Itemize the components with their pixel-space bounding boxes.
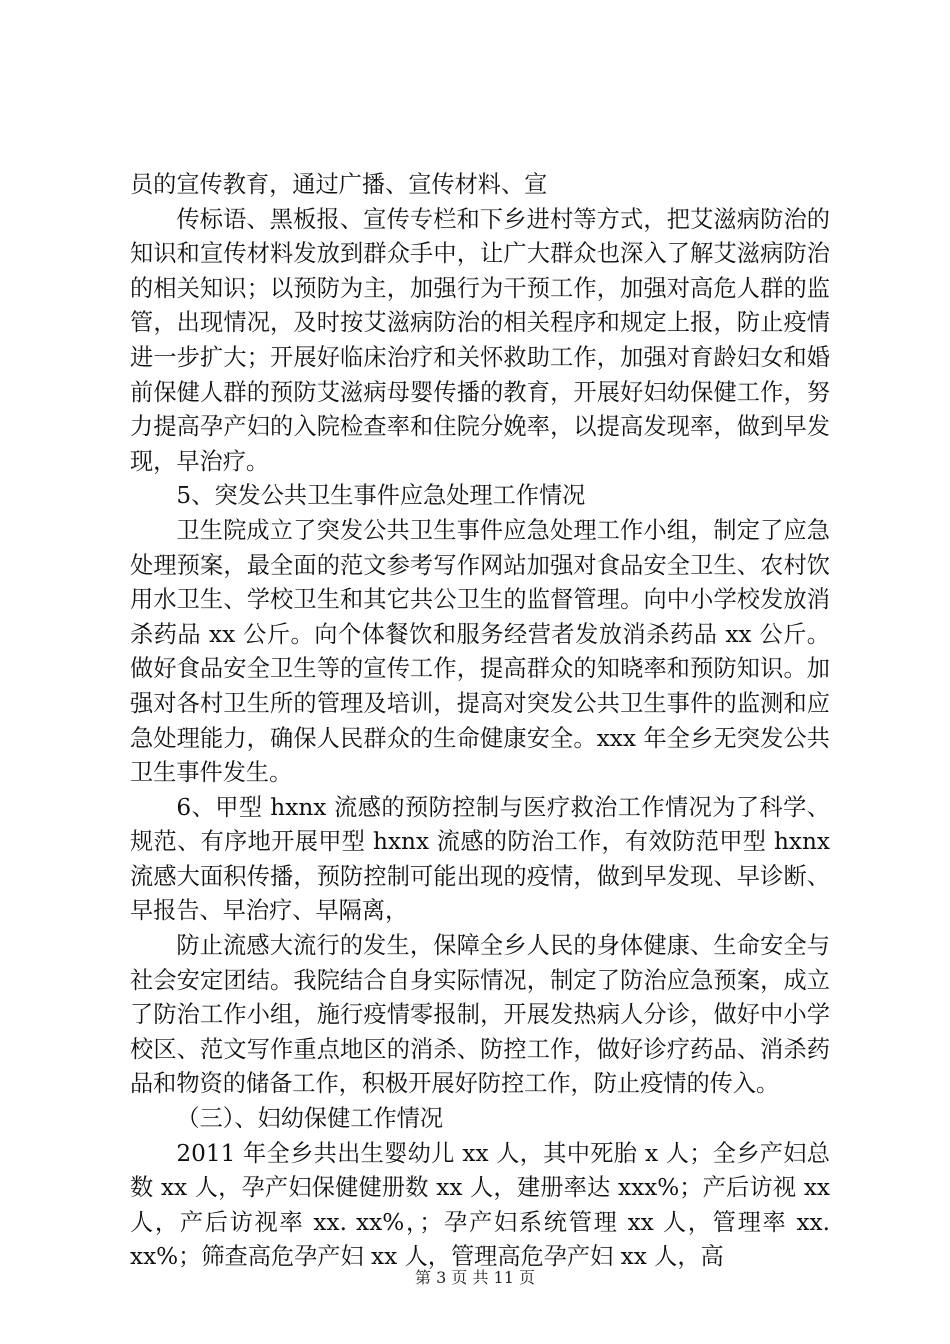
section-heading-emergency: 5、突发公共卫生事件应急处理工作情况 [176,482,586,510]
paragraph-influenza-heading: 6、甲型 hxnx 流感的预防控制与医疗救治工作情况为了科学、规范、有序地开展甲型 hxnx 流感的防治工作，有效防范甲型 hxnx 流感大面积传播，预防控制可能出现的疫情，做到早发现、早诊断、早报告、早治疗、早隔离， [130,793,830,925]
paragraph-continuation: 员的宣传教育，通过广播、宣传材料、宣 [130,171,548,198]
paragraph-maternal: 2011 年全乡共出生婴幼儿 xx 人，其中死胎 x 人；全乡产妇总数 xx 人，孕产妇保健健册数 xx 人，建册率达 xxx%；产后访视 xx 人，产后访视率 xx. xx%，；孕产妇系统管理 xx 人，管理率 xx. xx%；筛查高危孕产妇 xx 人，管理高危孕产妇 xx 人，高 [130,1139,830,1271]
paragraph-influenza: 防止流感大流行的发生，保障全乡人民的身体健康、生命安全与社会安定团结。我院结合自身实际情况，制定了防治应急预案，成立了防治工作小组，施行疫情零报制，开展发热病人分诊，做好中小学校区、范文写作重点地区的消杀、防控工作，做好诊疗药品、消杀药品和物资的储备工作，积极开展好防控工作，防止疫情的传入。 [130,932,830,1098]
paragraph-aids-prevention: 传标语、黑板报、宣传专栏和下乡进村等方式，把艾滋病防治的知识和宣传材料发放到群众手中，让广大群众也深入了解艾滋病防治的相关知识；以预防为主，加强行为干预工作，加强对高危人群的监管，出现情况，及时按艾滋病防治的相关程序和规定上报，防止疫情进一步扩大；开展好临床治疗和关怀救助工作，加强对育龄妇女和婚前保健人群的预防艾滋病母婴传播的教育，开展好妇幼保健工作，努力提高孕产妇的入院检查率和住院分娩率，以提高发现率，做到早发现，早治疗。 [130,205,830,475]
document-body [130,168,830,1275]
paragraph-emergency: 卫生院成立了突发公共卫生事件应急处理工作小组，制定了应急处理预案，最全面的范文参考写作网站加强对食品安全卫生、农村饮用水卫生、学校卫生和其它共公卫生的监督管理。向中小学校发放消杀药品 xx 公斤。向个体餐饮和服务经营者发放消杀药品 xx 公斤。做好食品安全卫生等的宣传工作，提高群众的知晓率和预防知识。加强对各村卫生所的管理及培训，提高对突发公共卫生事件的监测和应急处理能力，确保人民群众的生命健康安全。xxx 年全乡无突发公共卫生事件发生。 [130,516,830,787]
section-heading-maternal: （三）、妇幼保健工作情况 [176,1105,444,1133]
page-footer: 第 3 页 共 11 页 [415,1268,535,1287]
